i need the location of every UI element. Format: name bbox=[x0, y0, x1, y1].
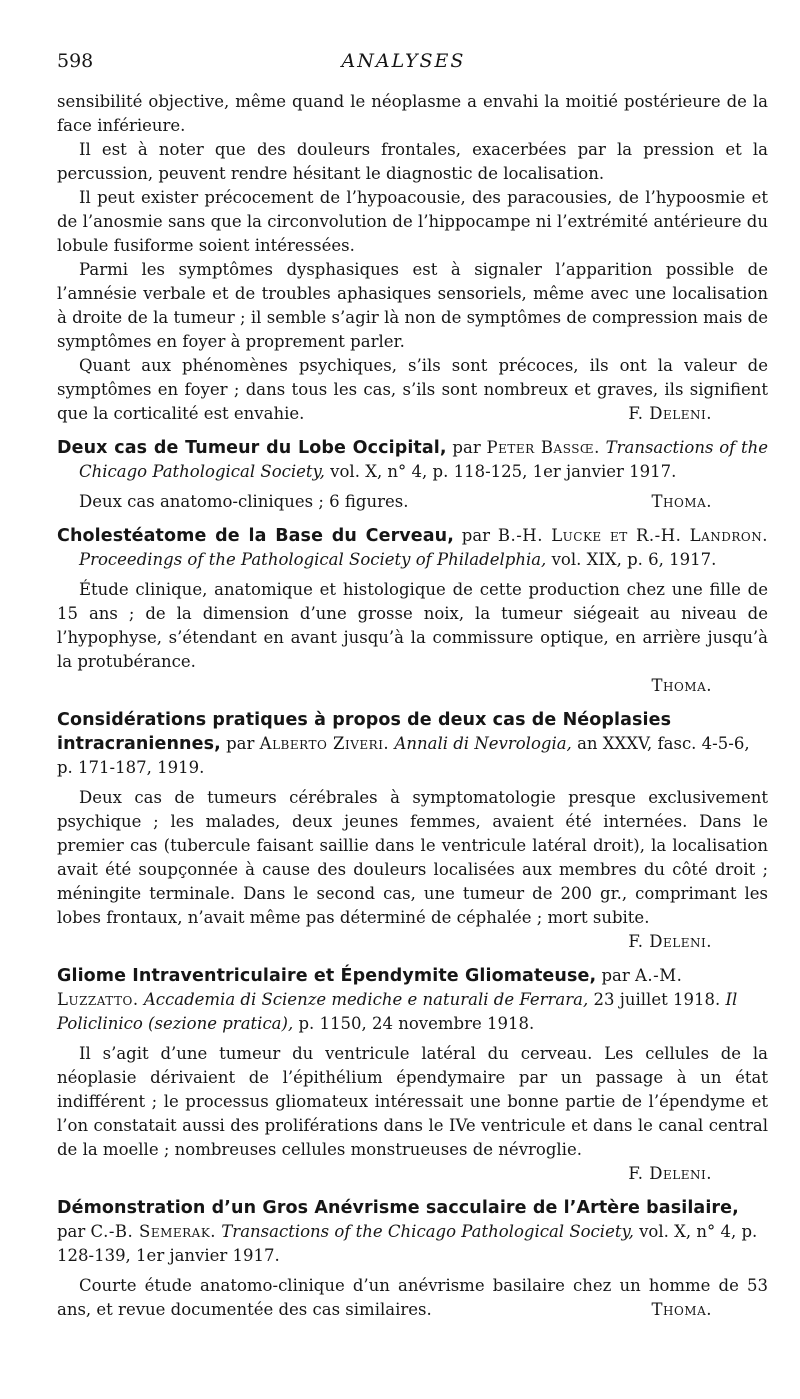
bibliographic-reference bbox=[57, 524, 768, 572]
reviewer-signature: F. Deleni. bbox=[628, 404, 712, 423]
by-word: par bbox=[226, 734, 255, 753]
page-body bbox=[57, 90, 768, 1322]
citation-details: vol. X, n° 4, p. 118-125, 1er janvier 1917. bbox=[330, 462, 677, 481]
journal-name: Il Policlinico (sezione pratica), bbox=[57, 990, 738, 1033]
author-name: A.-M. Luzzatto. bbox=[57, 966, 683, 1009]
review-entry bbox=[57, 524, 768, 698]
article-title: Gliome Intraventriculaire et Épendymite Gliomateuse, bbox=[57, 966, 597, 986]
summary bbox=[57, 1274, 768, 1322]
citation-details: vol. X, n° 4, p. 128-139, 1er janvier 1917. bbox=[57, 1222, 758, 1265]
author-name: C.-B. Semerak. bbox=[90, 1222, 217, 1241]
reviewer-signature: F. Deleni. bbox=[628, 1164, 712, 1183]
review-entry bbox=[57, 708, 768, 954]
bibliographic-reference bbox=[57, 708, 768, 780]
article-title: Deux cas de Tumeur du Lobe Occipital, bbox=[57, 438, 447, 458]
running-title: ANALYSES bbox=[341, 50, 466, 72]
paragraph bbox=[57, 354, 768, 426]
reviewer-signature: Thoma. bbox=[651, 1300, 712, 1319]
bibliographic-reference bbox=[57, 964, 768, 1036]
paragraph-text: Quant aux phénomènes psychiques, s’ils sont précoces, ils ont la valeur de symptômes en foyer ; dans tous les cas, s’ils sont nombreux et graves, ils signifient que la corticalité est envahie. bbox=[57, 356, 768, 423]
journal-name: Annali di Nevrologia, bbox=[394, 734, 572, 753]
bibliographic-reference bbox=[57, 436, 768, 484]
article-title: Cholestéatome de la Base du Cerveau, bbox=[57, 526, 454, 546]
citation-details: vol. XIX, p. 6, 1917. bbox=[551, 550, 717, 569]
journal-name: Proceedings of the Pathological Society of Philadelphia, bbox=[79, 550, 547, 569]
bibliographic-reference bbox=[57, 1196, 768, 1268]
by-word: par bbox=[461, 526, 491, 545]
paragraph: sensibilité objective, même quand le néoplasme a envahi la moitié postérieure de la face inférieure. bbox=[57, 92, 768, 135]
summary: Étude clinique, anatomique et histologique de cette production chez une fille de 15 ans ; de la dimension d’une grosse noix, la tumeur siégeait au niveau de l’hypophyse, s’étendant en avant jusqu’à la commissure optique, en arrière jusqu’à la protubérance. bbox=[57, 580, 768, 671]
journal-name: Transactions of the Chicago Pathological Society, bbox=[221, 1222, 634, 1241]
summary bbox=[57, 490, 768, 514]
review-entry bbox=[57, 964, 768, 1186]
summary: Deux cas de tumeurs cérébrales à symptomatologie presque exclusivement psychique ; les malades, deux jeunes femmes, avaient été internées. Dans le premier cas (tubercule faisant saillie dans le ventricule latéral droit), la localisation avait été soupçonnée à cause des douleurs localisées aux membres du côté droit ; méningite terminale. Dans le second cas, une tumeur de 200 gr., comprimant les lobes frontaux, n’avait même pas déterminé de céphalée ; mort subite. bbox=[57, 788, 768, 927]
summary-text: Deux cas anatomo-cliniques ; 6 figures. bbox=[79, 492, 409, 511]
journal-name: Accademia di Scienze mediche e naturali de Ferrara, bbox=[143, 990, 589, 1009]
reviewer-signature: F. Deleni. bbox=[628, 932, 712, 951]
page-header bbox=[57, 50, 750, 76]
author-name: B.-H. Lucke et R.-H. Landron. bbox=[497, 526, 769, 545]
author-name: Alberto Ziveri. bbox=[259, 734, 390, 753]
review-entry bbox=[57, 436, 768, 514]
article-title: Considérations pratiques à propos de deux cas de Néoplasies intracraniennes, bbox=[57, 710, 672, 754]
by-word: par bbox=[452, 438, 481, 457]
article-title: Démonstration d’un Gros Anévrisme sacculaire de l’Artère basilaire, bbox=[57, 1198, 739, 1218]
summary: Il s’agit d’une tumeur du ventricule latéral du cerveau. Les cellules de la néoplasie dérivaient de l’épithélium épendymaire par un passage à un état indifférent ; le processus gliomateux intéressait une bonne partie de l’épendyme et l’on constatait aussi des proliférations dans le IVe ventricule et dans le canal central de la moelle ; nombreuses cellules monstrueuses de névroglie. bbox=[57, 1044, 768, 1159]
by-word: par bbox=[57, 1222, 86, 1241]
summary-text: Courte étude anatomo-clinique d’un anévrisme basilaire chez un homme de 53 ans, et revue documentée des cas similaires. bbox=[57, 1276, 768, 1319]
reviewer-signature: Thoma. bbox=[651, 492, 712, 511]
reviewer-signature: Thoma. bbox=[651, 676, 712, 695]
citation-details: 23 juillet 1918. bbox=[593, 990, 721, 1009]
citation-details: an XXXV, fasc. 4-5-6, p. 171-187, 1919. bbox=[57, 734, 750, 777]
paragraph: Il est à noter que des douleurs frontales, exacerbées par la pression et la percussion, peuvent rendre hésitant le diagnostic de localisation. bbox=[57, 140, 768, 183]
author-name: Peter Bassœ. bbox=[486, 438, 600, 457]
page-number: 598 bbox=[57, 50, 94, 72]
paragraph: Il peut exister précocement de l’hypoacousie, des paracousies, de l’hypoosmie et de l’anosmie sans que la circonvolution de l’hippocampe ni l’extrémité antérieure du lobule fusiforme soient intéressées. bbox=[57, 188, 768, 255]
by-word: par bbox=[601, 966, 630, 985]
citation-details: p. 1150, 24 novembre 1918. bbox=[298, 1014, 535, 1033]
review-entry bbox=[57, 1196, 768, 1322]
paragraph: Parmi les symptômes dysphasiques est à signaler l’apparition possible de l’amnésie verbale et de troubles aphasiques sensoriels, même avec une localisation à droite de la tumeur ; il semble s’agir là non de symptômes de compression mais de symptômes en foyer à proprement parler. bbox=[57, 260, 768, 351]
journal-name: Transactions of the Chicago Pathological Society, bbox=[79, 438, 769, 481]
